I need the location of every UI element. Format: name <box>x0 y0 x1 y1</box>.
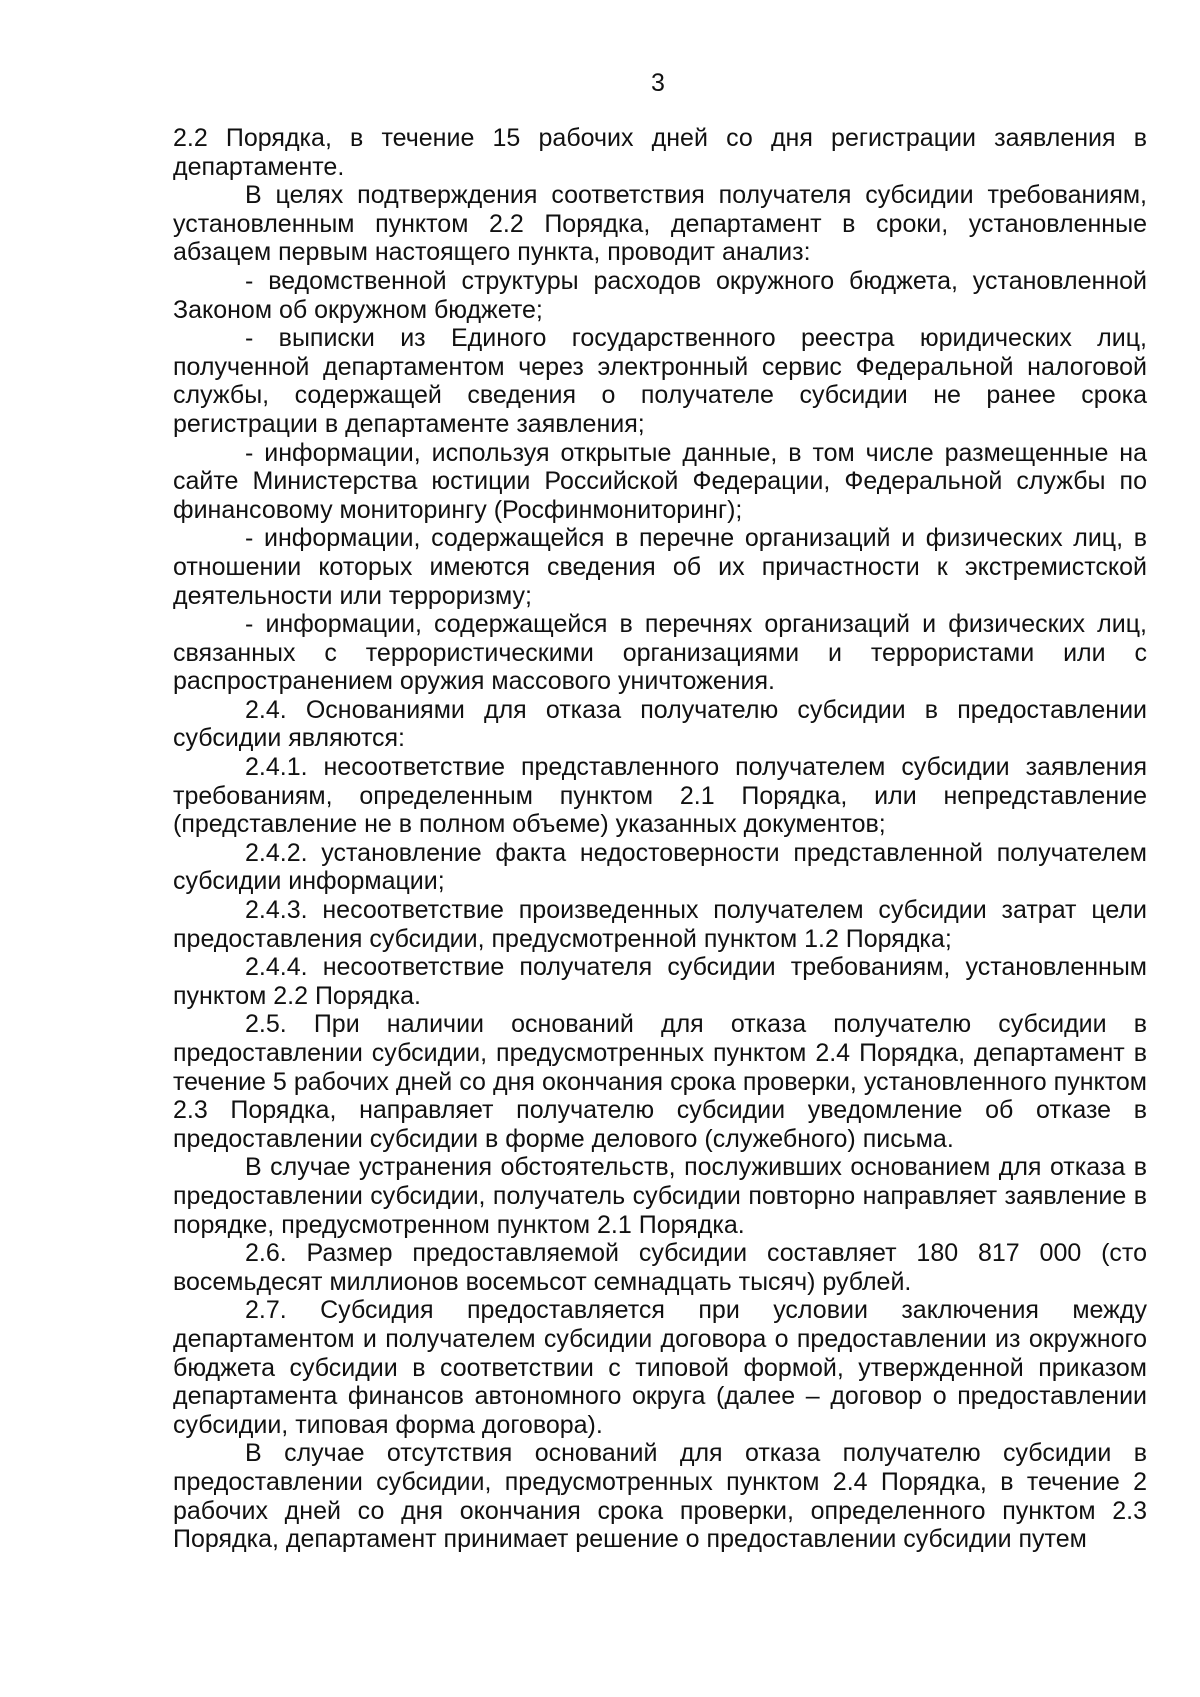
document-body <box>173 124 1147 1554</box>
paragraph: 2.6. Размер предоставляемой субсидии составляет 180 817 000 (сто восемьдесят миллионов восемьсот семнадцать тысяч) рублей. <box>173 1239 1147 1296</box>
paragraph: 2.7. Субсидия предоставляется при условии заключения между департаментом и получателем субсидии договора о предоставлении из окружного бюджета субсидии в соответствии с типовой формой, утвержденной приказом департамента финансов автономного округа (далее – договор о предоставлении субсидии, типовая форма договора). <box>173 1296 1147 1439</box>
paragraph: - выписки из Единого государственного реестра юридических лиц, полученной департаментом через электронный сервис Федеральной налоговой службы, содержащей сведения о получателе субсидии не ранее срока регистрации в департаменте заявления; <box>173 324 1147 438</box>
page-number: 3 <box>651 69 665 97</box>
paragraph: 2.2 Порядка, в течение 15 рабочих дней со дня регистрации заявления в департаменте. <box>173 124 1147 181</box>
paragraph: В целях подтверждения соответствия получателя субсидии требованиям, установленным пунктом 2.2 Порядка, департамент в сроки, установленные абзацем первым настоящего пункта, проводит анализ: <box>173 181 1147 267</box>
paragraph: 2.5. При наличии оснований для отказа получателю субсидии в предоставлении субсидии, предусмотренных пунктом 2.4 Порядка, департамент в течение 5 рабочих дней со дня окончания срока проверки, установленного пунктом 2.3 Порядка, направляет получателю субсидии уведомление об отказе в предоставлении субсидии в форме делового (служебного) письма. <box>173 1010 1147 1153</box>
paragraph: 2.4.1. несоответствие представленного получателем субсидии заявления требованиям, определенным пунктом 2.1 Порядка, или непредставление (представление не в полном объеме) указанных документов; <box>173 753 1147 839</box>
paragraph: 2.4.4. несоответствие получателя субсидии требованиям, установленным пунктом 2.2 Порядка. <box>173 953 1147 1010</box>
paragraph: 2.4.3. несоответствие произведенных получателем субсидии затрат цели предоставления субсидии, предусмотренной пунктом 1.2 Порядка; <box>173 896 1147 953</box>
paragraph: 2.4.2. установление факта недостоверности представленной получателем субсидии информации; <box>173 838 1147 896</box>
paragraph: В случае устранения обстоятельств, послуживших основанием для отказа в предоставлении субсидии, получатель субсидии повторно направляет заявление в порядке, предусмотренном пунктом 2.1 Порядка. <box>173 1153 1147 1239</box>
paragraph: В случае отсутствия оснований для отказа получателю субсидии в предоставлении субсидии, предусмотренных пунктом 2.4 Порядка, в течение 2 рабочих дней со дня окончания срока проверки, определенного пунктом 2.3 Порядка, департамент принимает решение о предоставлении субсидии путем <box>173 1439 1147 1554</box>
paragraph: - информации, содержащейся в перечнях организаций и физических лиц, связанных с террористическими организациями и террористами или с распространением оружия массового уничтожения. <box>173 610 1147 696</box>
paragraph: - ведомственной структуры расходов окружного бюджета, установленной Законом об окружном бюджете; <box>173 266 1147 324</box>
paragraph: - информации, содержащейся в перечне организаций и физических лиц, в отношении которых имеются сведения об их причастности к экстремистской деятельности или терроризму; <box>173 524 1147 610</box>
paragraph: 2.4. Основаниями для отказа получателю субсидии в предоставлении субсидии являются: <box>173 695 1147 753</box>
paragraph: - информации, используя открытые данные, в том числе размещенные на сайте Министерства юстиции Российской Федерации, Федеральной службы по финансовому мониторингу (Росфинмониторинг); <box>173 438 1147 524</box>
